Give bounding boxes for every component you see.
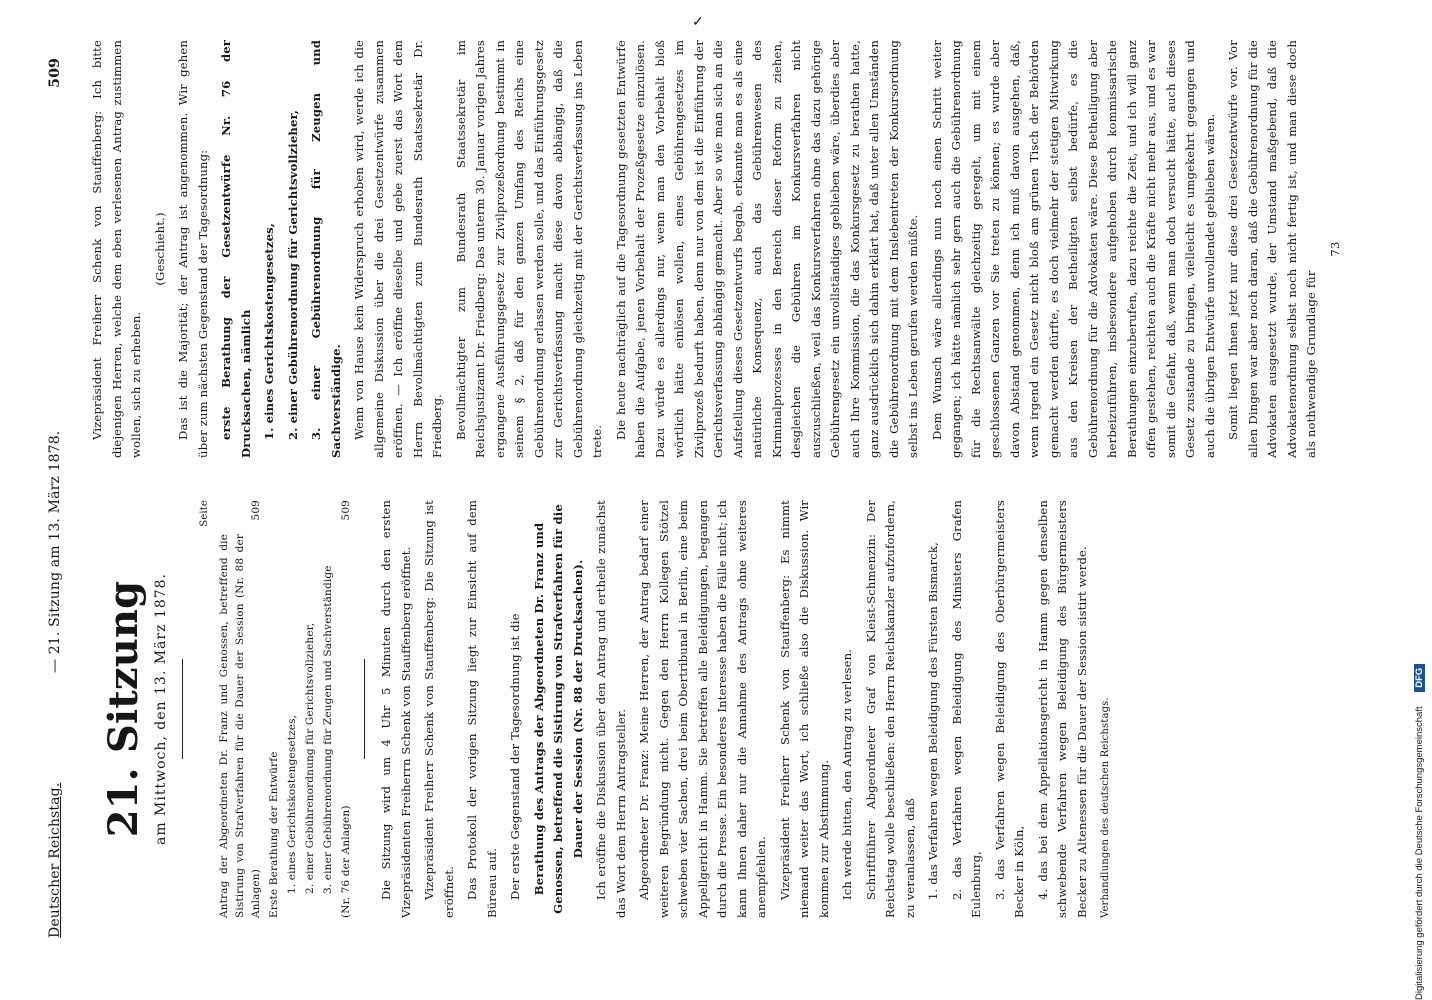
paragraph: Abgeordneter Dr. Franz: Meine Herren, der Antrag bedarf einer weiteren Begründung nicht. Gegen den Herrn Kollegen Stötzel schweben vier Sachen, drei beim Obertribunal in Berlin, eine beim Appellgericht in Hamm. Sie betreffen alle Beleidigungen, begangen durch die Presse. Ein besonderes Interesse haben die Fälle nicht; ich kann Ihnen daher nur die Annahme des Antrags ohne weiteres anempfehlen. bbox=[637, 500, 768, 918]
toc-entry: Antrag der Abgeordneten Dr. Franz und Genossen, betreffend die Sistirung von Strafverfahren für die Dauer der Session (Nr. 88 der Anlagen) 509 bbox=[218, 500, 262, 918]
divider bbox=[182, 659, 183, 759]
paragraph: Das Protokoll der vorigen Sitzung liegt zur Einsicht auf dem Büreau auf. bbox=[465, 500, 499, 918]
paragraph: Das ist die Majorität; der Antrag ist angenommen. Wir gehen über zum nächsten Gegenstand der Tagesordnung: bbox=[176, 40, 210, 458]
dfg-credit bbox=[1414, 0, 1425, 1000]
page-header bbox=[46, 58, 72, 938]
list-item: 3. das Verfahren wegen Beleidigung des Oberbürgermeisters Becker in Köln, bbox=[992, 500, 1026, 918]
session-date: am Mittwoch, den 13. März 1878. bbox=[153, 573, 169, 846]
toc-entry: 3. einer Gebührenordnung für Zeugen und Sachverständige bbox=[322, 565, 334, 894]
footer-note: Verhandlungen des deutschen Reichstags. bbox=[1100, 697, 1111, 918]
column-right bbox=[88, 40, 1345, 458]
paragraph: Die Sitzung wird um 4 Uhr 5 Minuten durch den ersten Vizepräsidenten Freiherrn Schenk von Stauffenberg eröffnet. bbox=[379, 500, 413, 918]
rotated-document-page bbox=[18, 18, 1398, 978]
header-left: Deutscher Reichstag. bbox=[47, 782, 63, 938]
paragraph: Vizepräsident Freiherr Schenk von Stauffenberg: Ich bitte diejenigen Herren, welche dem eben verlesenen Antrag zustimmen wollen, sich zu erheben. bbox=[90, 40, 143, 458]
list-item: 2. einer Gebührenordnung für Gerichtsvollzieher, bbox=[285, 109, 300, 440]
list-item: 4. das bei dem Appellationsgericht in Hamm gegen denselben schwebende Verfahren wegen Beleidigung des Bürgermeisters Becker zu Altenessen für die Dauer der Session sistirt werde. bbox=[1035, 500, 1089, 918]
paragraph: Schriftführer Abgeordneter Graf von Kleist-Schmenzin: Der Reichstag wolle beschließen: den Herrn Reichskanzler aufzufordern, zu veranlassen, daß bbox=[863, 500, 917, 918]
header-page-number: 509 bbox=[47, 58, 63, 88]
paragraph: Wenn von Hause kein Widerspruch erhoben wird, werde ich die allgemeine Diskussion über die drei Gesetzentwürfe zusammen eröffnen. — Ich eröffne dieselbe und gebe zuerst das Wort dem Herrn Bevollmächtigten zum Bundesrath Staatssekretär Dr. Friedberg. bbox=[352, 40, 444, 458]
stage-direction: (Geschieht.) bbox=[152, 212, 167, 286]
list-item: 1. eines Gerichtskostengesetzes, bbox=[262, 223, 276, 440]
list-item: 1. das Verfahren wegen Beleidigung des Fürsten Bismarck, bbox=[926, 542, 940, 900]
agenda-item-heading: Berathung des Antrags der Abgeordneten Dr. Franz und Genossen, betreffend die Sistirung von Strafverfahren für die Dauer der Session (Nr. 88 der Drucksachen). bbox=[531, 504, 585, 914]
divider bbox=[364, 659, 365, 759]
dfg-logo: DFG bbox=[1414, 664, 1425, 692]
paragraph: Die heute nachträglich auf die Tagesordnung gesetzten Entwürfe haben die Aufgabe, jenen Vorbehalt der Prozeßgesetze einzulösen. Dazu würde es allerdings nur, wenn man den Vorbehalt bloß wörtlich hätte einlösen wollen, eines Gebührengesetzes im Zivilprozeß bedurft haben, denn nur von dem ist die Einführung der Gerichtsverfassung abhängig gemacht. Aber so wie man sich an die Aufstellung dieses Gesetzentwurfs begab, erkannte man es als eine natürliche Konsequenz, auch das Gebührenwesen des Kriminalprozesses in den Bereich dieser Reform zu ziehen, desgleichen die Gebühren im Konkursverfahren nicht auszuschließen, weil das Konkursverfahren ohne das dazu gehörige Gebührengesetz ein unvollständiges geblieben wäre, überdies aber auch Ihre Kommission, die das Konkursgesetz zu berathen hatte, ganz ausdrücklich sich dahin erklärt hat, daß unter allen Umständen die Gebührenordnung mit dem Inslebentreten der Konkursordnung selbst ins Leben gerufen werden müßte. bbox=[613, 40, 920, 458]
toc-entry: 1. eines Gerichtskostengesetzes, bbox=[286, 714, 298, 894]
toc-seite-label: Seite bbox=[198, 500, 210, 527]
sheet-signature: 73 bbox=[1327, 241, 1342, 257]
table-of-contents bbox=[216, 500, 354, 918]
paragraph: Vizepräsident Freiherr Schenk von Stauffenberg: Die Sitzung ist eröffnet. bbox=[422, 500, 456, 918]
column-left bbox=[88, 500, 1116, 918]
session-title: 21. Sitzung bbox=[100, 580, 147, 838]
list-item: 2. das Verfahren wegen Beleidigung des Ministers Grafen Eulenburg, bbox=[949, 500, 983, 918]
toc-entry: 2. einer Gebührenordnung für Gerichtsvollzieher, bbox=[304, 622, 316, 894]
dfg-credit-text: Digitalisierung gefördert durch die Deutsche Forschungsgemeinschaft bbox=[1414, 706, 1425, 1000]
paragraph: Ich eröffne die Diskussion über den Antrag und ertheile zunächst das Wort dem Herrn Antragsteller. bbox=[594, 500, 628, 918]
paragraph: Vizepräsident Freiherr Schenk von Stauffenberg: Es nimmt niemand weiter das Wort, ich schließe also die Diskussion. Wir kommen zur Abstimmung. bbox=[777, 500, 831, 918]
paragraph: Bevollmächtigter zum Bundesrath Staatssekretär im Reichsjustizamt Dr. Friedberg: Das unterm 30. Januar vorigen Jahres ergangene Ausführungsgesetz zur Zivilprozeßordnung bestimmt in seinem § 2, daß für den ganzen Umfang des Reichs eine Gebührenordnung erlassen werden solle, und das Einführungsgesetz zur Gerichtsverfassung macht diese davon abhängig, daß die Gebührenordnung gleichzeitig mit der Gerichtsverfassung ins Leben trete. bbox=[453, 40, 604, 458]
scan-mark: ✓ bbox=[692, 14, 704, 30]
header-center: — 21. Sitzung am 13. März 1878. bbox=[47, 430, 63, 673]
list-item: 3. einer Gebührenordnung für Zeugen und Sachverständige. bbox=[309, 40, 343, 458]
agenda-item-heading: erste Berathung der Gesetzentwürfe Nr. 76 der Drucksachen, nämlich bbox=[219, 40, 253, 458]
paragraph: Ich werde bitten, den Antrag zu verlesen. bbox=[840, 648, 854, 900]
paragraph: Dem Wunsch wäre allerdings nun noch einen Schritt weiter gegangen; ich hätte nämlich sehr gern auch die Gebührenordnung für die Rechtsanwälte gleichzeitig geregelt, um mit einem geschlossenen Ganzen vor Sie treten zu können; es wurde aber davon Abstand genommen, denn ich muß davon ausgehen, daß, wenn irgend ein Gesetz nicht bloß am grünen Tisch der Behörden gemacht werden dürfte, es doch vielmehr der stetigen Mitwirkung aus den Kreisen der Betheiligten selbst bedürfe, es die Gebührenordnung für die Advokaten wäre. Diese Betheiligung aber herbeizuführen, insbesondere aufgehoben durch kommissarische Berathungen einzuberufen, dazu reichte die Zeit, und ich will ganz offen gestehen, reichten auch die Kräfte nicht mehr aus, und es war somit die Gefahr, daß, wenn man doch versucht hätte, auch dieses Gesetz zustande zu bringen, vielleicht es umgekehrt gegangen und auch die übrigen Entwürfe unvollendet geblieben wären. bbox=[929, 40, 1217, 458]
paragraph: Somit liegen Ihnen jetzt nur diese drei Gesetzentwürfe vor. Vor allen Dingen war aber noch daran, daß die Gebührenordnung für die Advokaten ausgesetzt wurde, der Umstand maßgebend, daß die Advokatenordnung selbst noch nicht fertig ist, und man diese doch als nothwendige Grundlage für bbox=[1226, 40, 1318, 458]
toc-entry: Erste Berathung der Entwürfe bbox=[268, 751, 280, 918]
paragraph: Der erste Gegenstand der Tagesordnung ist die bbox=[508, 613, 522, 900]
toc-entry: (Nr. 76 der Anlagen) 509 bbox=[340, 500, 352, 918]
